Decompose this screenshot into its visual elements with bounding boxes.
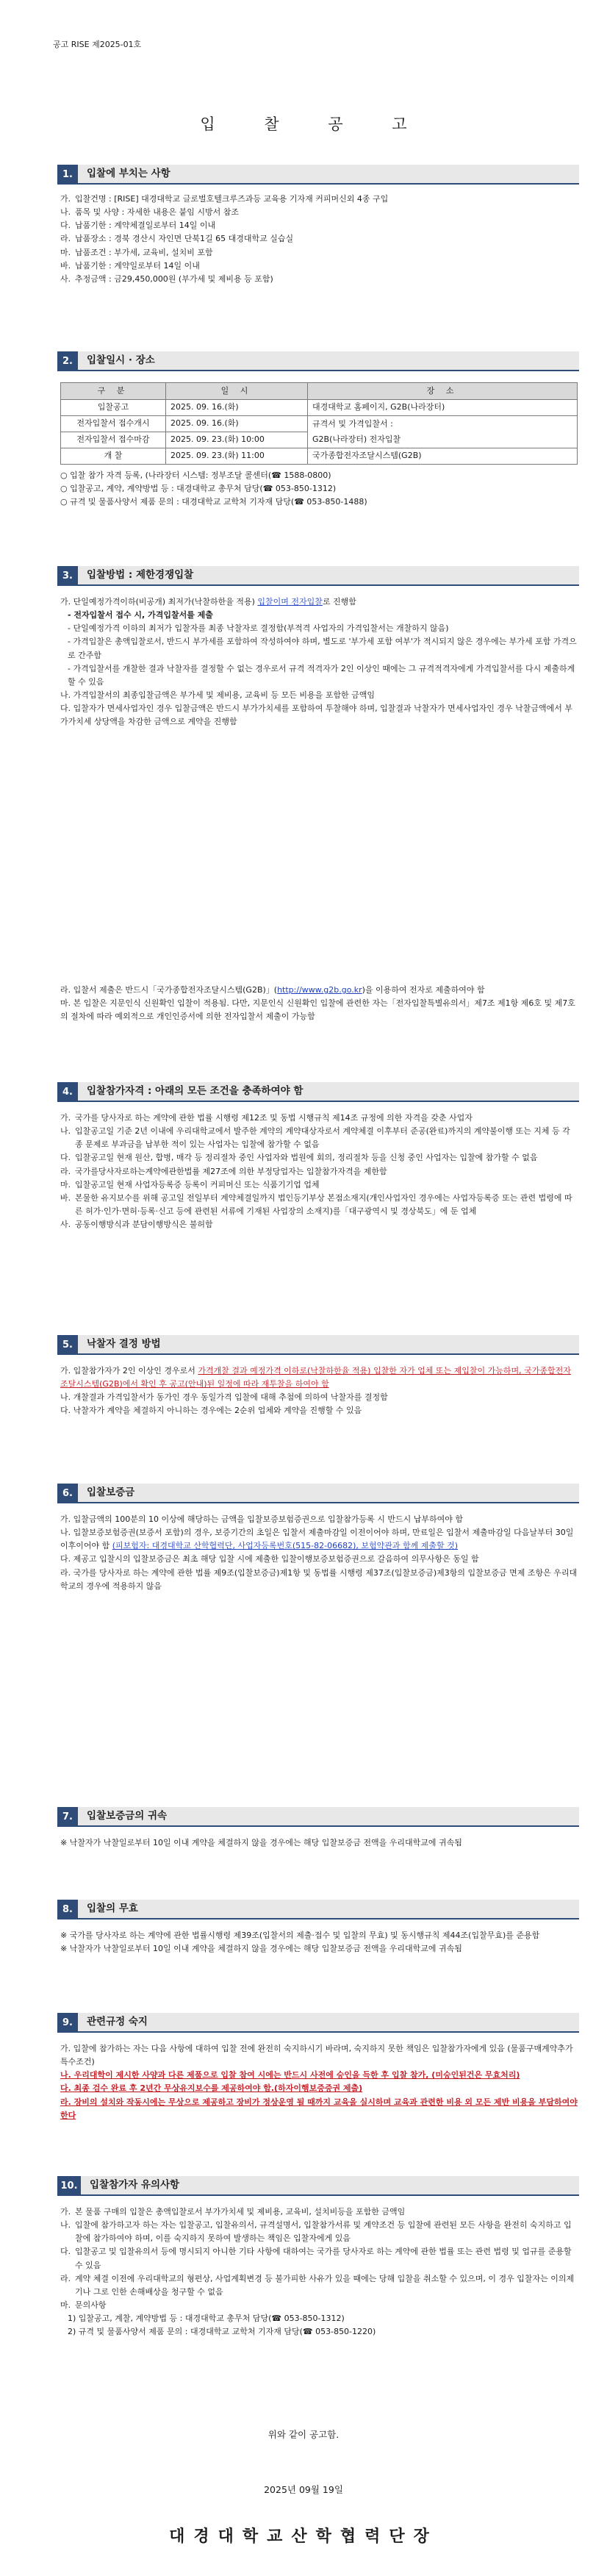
table-row: 전자입찰서 접수마감 2025. 09. 23.(화) 10:00 G2B(나라장터) 전자입찰 xyxy=(61,432,578,448)
sub-item: - 가격입찰은 총액입찰로서, 반드시 부가세를 포함하여 작성하여야 하며, 별도로 '부가세 포함 여부'가 적시되지 않은 경우에는 부가세 포함 가격으로 간주함 xyxy=(68,637,577,660)
list-item: 마. 문의사항 xyxy=(60,2300,107,2310)
section-3-header xyxy=(57,566,579,586)
list-item: 나. 입찰공고일 기준 2년 이내에 우리대학교에서 발주한 계약의 계약대상자로서 계약체결 이후부터 준공(완료)까지의 계약불이행 또는 지체 등 각종 문제로 부과금을 납부한 적이 있는 사업자는 입찰에 참가할 수 없음 xyxy=(60,1126,570,1150)
list-item: 사. 공동이행방식과 분담이행방식은 불허함 xyxy=(60,1220,213,1230)
list-item: 사. 추정금액 : 금29,450,000원 (부가세 및 제비용 등 포함) xyxy=(60,273,273,284)
list-item: 나. 품목 및 사양 : 자세한 내용은 붙임 시방서 참조 xyxy=(60,207,239,218)
section-number: 7. xyxy=(57,1807,78,1827)
paragraph: 가. 입찰금액의 100분의 10 이상에 해당하는 금액을 입찰보증보험증권으로 입찰참가등록 시 반드시 납부하여야 함 xyxy=(60,1514,463,1524)
notice-number: 공고 RISE 제2025-01호 xyxy=(53,40,142,49)
list-item: 가. 본 물품 구매의 입찰은 총액입찰로서 부가가치세 및 제비용, 교육비, 설치비등을 포함한 금액임 xyxy=(60,2207,406,2217)
paragraph: ※ 낙찰자가 낙찰일로부터 10일 이내 계약을 체결하지 않을 경우에는 해당 입찰보증금 전액을 우리대학교에 귀속됨 xyxy=(60,1944,462,1954)
notice-date: 2025년 09월 19일 xyxy=(264,2484,343,2495)
list-item: 다. 입찰공고 및 입찰유의서 등에 명시되지 아니한 기타 사항에 대하여는 국가를 당사자로 하는 계약에 관한 법률 또는 관련 법령 및 업규를 준용할 수 있음 xyxy=(60,2247,572,2270)
paragraph: 가. 입찰에 참가하는 자는 다음 사항에 대하여 입찰 전에 완전히 숙지하시기 바라며, 숙지하지 못한 책임은 입찰참가자에게 있음 (물품구매계약추가특수조건) xyxy=(60,2044,573,2067)
g2b-link[interactable]: http://www.g2b.go.kr xyxy=(277,985,362,995)
sub-heading: - 전자입찰서 접수 시, 가격입찰서를 제출 xyxy=(68,610,213,620)
paragraph: 다. 제공고 입찰시의 입찰보증금은 최초 해당 입찰 시에 제출한 입찰이행보증보험증권으로 갈음하여 의무사항은 동일 함 xyxy=(60,1554,479,1564)
paragraph: 나. 우리대학이 제시한 사양과 다른 제품으로 입찰 참여 시에는 반드시 사전에 승인을 득한 후 입찰 참가, (미승인된건은 무효처리) xyxy=(60,2070,520,2081)
section-number: 10. xyxy=(57,2176,81,2196)
closing-statement: 위와 같이 공고함. xyxy=(267,2429,340,2440)
contact-note: ○ 규격 및 물품사양서 제품 문의 : 대경대학교 교학처 기자재 담당(☎ 053-850-1488) xyxy=(60,497,367,507)
section-title: 낙찰자 결정 방법 xyxy=(78,1335,579,1355)
section-number: 9. xyxy=(57,2013,78,2033)
paragraph: ※ 낙찰자가 낙찰일로부터 10일 이내 계약을 체결하지 않을 경우에는 해당 입찰보증금 전액을 우리대학교에 귀속됨 xyxy=(60,1838,462,1847)
schedule-table xyxy=(60,382,578,465)
list-item: 나. 입찰에 참가하고자 하는 자는 입찰공고, 입찰유의서, 규격설명서, 입찰참가서류 및 계약조건 등 입찰에 관련된 모든 사항을 완전히 숙지하고 입찰에 참가하여야 하며, 이를 숙지하지 못하여 발생하는 책임은 입찰자에게 있음 xyxy=(60,2220,572,2244)
section-title: 입찰참가자격 : 아래의 모든 조건을 충족하여야 함 xyxy=(78,1082,579,1102)
section-6-body xyxy=(60,1513,578,1593)
list-item: 마. 납품조건 : 부가세, 교육비, 설치비 포함 xyxy=(60,247,213,257)
section-title: 입찰참가자 유의사항 xyxy=(81,2176,579,2196)
section-3-body-lower xyxy=(60,984,578,1023)
table-row: 입찰공고 2025. 09. 16.(화) 대경대학교 홈페이지, G2B(나라장터) xyxy=(61,400,578,416)
section-1-body xyxy=(60,193,578,286)
list-item: 라. 납품장소 : 경북 경산시 자인면 단북1길 65 대경대학교 실습실 xyxy=(60,234,294,244)
paragraph: 다. 낙찰자가 계약을 체결하지 아니하는 경우에는 2순위 업체와 계약을 진행할 수 있음 xyxy=(60,1406,362,1416)
section-number: 4. xyxy=(57,1082,78,1102)
column-header: 장 소 xyxy=(308,383,578,400)
section-number: 2. xyxy=(57,351,78,371)
section-title: 입찰방법 : 제한경쟁입찰 xyxy=(78,566,579,586)
list-item: 다. 입찰공고일 현재 원산, 합병, 매각 등 정리절차 중인 사업자와 법원에 회의, 정리절차 등을 신청 중인 사업자는 입찰에 참가할 수 없음 xyxy=(60,1153,538,1163)
sub-item: - 가격입찰서를 개찰한 결과 낙찰자를 결정할 수 없는 경우로서 규격 적격자가 2인 이상인 때에는 그 규격적격자에게 가격입찰서를 다시 제출하게 할 수 있음 xyxy=(68,663,575,687)
section-8-header xyxy=(57,1900,579,1920)
paragraph: 다. 최종 검수 완료 후 2년간 무상유지보수를 제공하여야 함.(하자이행보증증권 제출) xyxy=(60,2083,363,2094)
section-9-body xyxy=(60,2042,578,2122)
section-4-body xyxy=(60,1112,578,1231)
section-8-body xyxy=(60,1929,578,1956)
paragraph: ※ 국가를 당사자로 하는 계약에 관한 법률시행령 제39조(입찰서의 제출·접수 및 입찰의 무효) 및 동시행규칙 제44조(입찰무효)를 준용함 xyxy=(60,1931,540,1940)
section-title: 입찰보증금 xyxy=(78,1484,579,1503)
section-5-header xyxy=(57,1335,579,1355)
section-10-header xyxy=(57,2176,579,2196)
paragraph: 라. 입찰서 제출은 반드시「국가종합전자조달시스템(G2B)」(http://www.g2b.go.kr)을 이용하여 전자로 제출하여야 함 xyxy=(60,985,485,995)
list-item: 라. 계약 체결 이전에 우리대학교의 형편상, 사업계획변경 등 불가피한 사유가 있을 때에는 당해 입찰을 취소할 수 있으며, 이 경우 입찰자는 이의제기나 그로 인한 손해배상을 청구할 수 없음 xyxy=(60,2273,575,2297)
section-number: 3. xyxy=(57,566,78,586)
section-number: 6. xyxy=(57,1484,78,1503)
column-header: 일 시 xyxy=(166,383,308,400)
paragraph: 나. 가격입찰서의 최종입찰금액은 부가세 및 제비용, 교육비 등 모든 비용을 포함한 금액임 xyxy=(60,690,375,700)
contact-note: ○ 입찰 참가 자격 등록, (나라장터 시스템: 정부조달 콜센터(☎ 1588-0800) xyxy=(60,471,331,480)
list-item: 라. 국가를당사자로하는계약에관한법률 제27조에 의한 부정당업자는 입찰참가자격을 제한함 xyxy=(60,1166,387,1176)
list-item: 마. 입찰공고일 현재 사업자등록증 등록이 커피머신 또는 식품기기업 업체 xyxy=(60,1179,320,1189)
list-item: 가. 입찰건명 : [RISE] 대경대학교 글로벌호텔크루즈과등 교육용 기자재 커피머신외 4종 구입 xyxy=(60,194,389,204)
sub-item: - 단일예정가격 이하의 최저가 입찰자를 최종 낙찰자로 결정함(부적격 사업자의 가격입찰서는 개찰하지 않음) xyxy=(68,623,449,634)
signer-name: 대경대학교산학협력단장 xyxy=(169,2527,438,2546)
list-item: 바. 납품기한 : 계약일로부터 14일 이내 xyxy=(60,260,200,271)
section-7-body xyxy=(60,1836,578,1850)
paragraph: 다. 입찰자가 면세사업자인 경우 입찰금액은 반드시 부가가치세를 포함하여 투찰해야 하며, 입찰결과 낙찰자가 면세사업자인 경우 낙찰금액에서 부가가치세 상당액을 차감한 금액으로 계약을 진행함 xyxy=(60,704,572,727)
section-6-header xyxy=(57,1484,579,1503)
paragraph: 가. 입찰참가자가 2인 이상인 경우로서 가격개찰 결과 예정가격 이하로(낙찰하한율 적용) 입찰한 자가 업체 또는 제입찰이 가능하며, 국가종합전자조달시스템(G2B)에서 확인 후 공고(안내)된 일정에 따라 재투찰을 하여야 함 xyxy=(60,1366,571,1389)
contact-line: 1) 입찰공고, 계찰, 계약방법 등 : 대경대학교 총무처 담당(☎ 053-850-1312) xyxy=(68,2314,345,2324)
section-1-header xyxy=(57,165,579,185)
paragraph: 마. 본 입찰은 지문인식 신원확인 입찰이 적용됨. 다만, 지문인식 신원확인 입찰에 관련한 자는「전자입찰특별유의서」제7조 제1항 제6호 및 제7호의 절차에 따라 예외적으로 개인인증서에 의한 전자입찰서 제출이 가능함 xyxy=(60,998,575,1022)
section-10-body xyxy=(60,2205,578,2339)
section-5-body xyxy=(60,1364,578,1418)
document-title: 입 찰 공 고 xyxy=(200,115,429,133)
list-item: 다. 납품기한 : 계약체결일로부터 14일 이내 xyxy=(60,221,216,231)
e-bid-link[interactable]: 입찰이며 전자입찰 xyxy=(257,597,323,607)
section-title: 입찰의 무효 xyxy=(78,1900,579,1920)
contact-note: ○ 입찰공고, 계약, 계약방법 등 : 대경대학교 총무처 담당(☎ 053-850-1312) xyxy=(60,484,337,494)
section-title: 입찰일시 · 장소 xyxy=(78,351,579,371)
section-2-header xyxy=(57,351,579,371)
section-title: 입찰보증금의 귀속 xyxy=(78,1807,579,1827)
section-number: 1. xyxy=(57,165,78,185)
section-number: 8. xyxy=(57,1900,78,1920)
list-item: 바. 본물한 유지보수를 위해 공고일 전일부터 계약체결일까지 법인등기부상 본점소재지(개인사업자인 경우에는 사업자등록증 또는 관련 법령에 따른 허가·인가·면허·등록·신고 등에 관련된 서류에 기재된 사업장의 소재지)를「대구광역시 및 경상북도」에 둔 업체 xyxy=(60,1192,572,1216)
section-3-body xyxy=(60,595,578,729)
section-title: 입찰에 부치는 사항 xyxy=(78,165,579,185)
section-number: 5. xyxy=(57,1335,78,1355)
section-7-header xyxy=(57,1807,579,1827)
paragraph: 라. 국가를 당사자로 하는 계약에 관한 법률 제9조(입찰보증금)제1항 및 동법률 시행령 제37조(입찰보증금)제3항의 입찰보증금 면제 조항은 우리대학교의 경우에 적용하지 않음 xyxy=(60,1567,578,1591)
paragraph: 라. 장비의 설치와 작동시에는 무상으로 제공하고 장비가 정상운영 될 때까지 교육을 실시하며 교육과 관련한 비용 외 모든 제반 비용을 부담하여야 한다 xyxy=(60,2097,578,2120)
section-9-header xyxy=(57,2013,579,2033)
table-row: 개 찰 2025. 09. 23.(화) 11:00 국가종합전자조달시스템(G2B) xyxy=(61,448,578,465)
paragraph: 나. 개찰결과 가격입찰서가 동가인 경우 동일가격 입찰에 대해 추첨에 의하여 낙찰자를 결정함 xyxy=(60,1392,388,1403)
section-2-body xyxy=(60,382,578,509)
table-row: 전자입찰서 접수개시 2025. 09. 16.(화) 규격서 및 가격입찰서 : xyxy=(61,416,578,432)
section-4-header xyxy=(57,1082,579,1102)
list-item: 가. 국가를 당사자로 하는 계약에 관한 법률 시행령 제12조 및 동법 시행규칙 제14조 규정에 의한 자격을 갖춘 사업자 xyxy=(60,1113,473,1123)
contact-line: 2) 규격 및 물품사양서 제품 문의 : 대경대학교 교학처 기자재 담당(☎ 053-850-1220) xyxy=(68,2327,376,2337)
section-title: 관련규정 숙지 xyxy=(78,2013,579,2033)
paragraph: 가. 단일예정가격이하(비공개) 최저가(낙찰하한율 적용) 입찰이며 전자입찰로 진행함 xyxy=(60,597,356,607)
paragraph: 나. 입찰보증보험증권(보증서 포함)의 경우, 보증기간의 초일은 입찰서 제출마감일 이전이어야 하며, 만료일은 입찰서 제출마감일 다음날부터 30일 이후이어야 함 (피보험자: 대경대학교 산학협력단, 사업자등록번호(515-82-06682), 보험약관과 함께 제출할 것) xyxy=(60,1528,574,1551)
column-header: 구 분 xyxy=(61,383,166,400)
